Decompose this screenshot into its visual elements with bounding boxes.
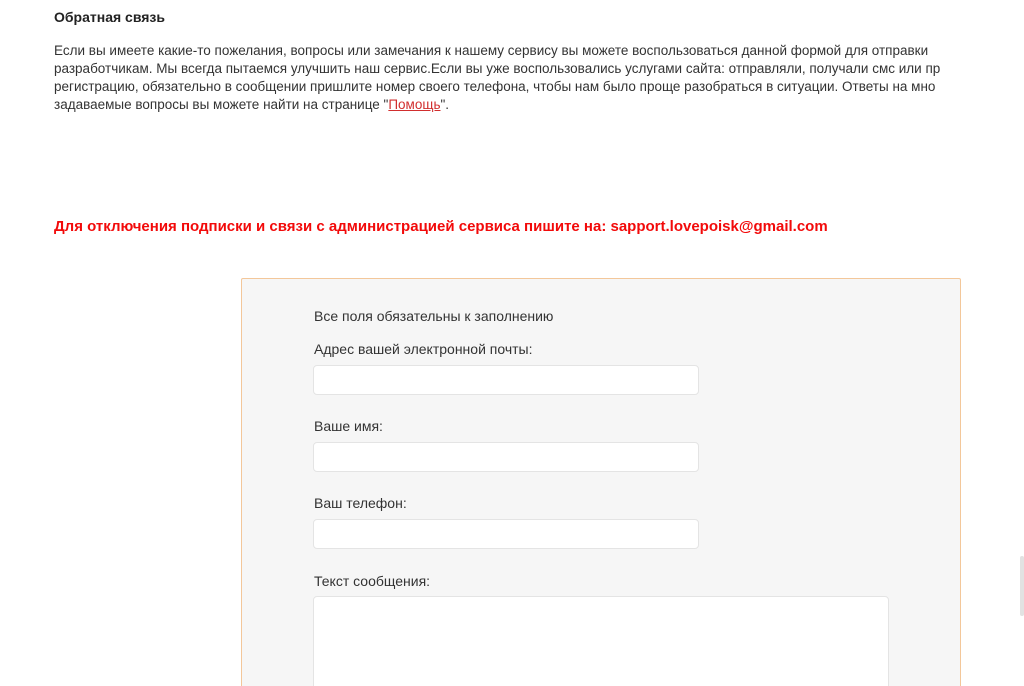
name-label: Ваше имя:	[314, 418, 383, 434]
intro-last-suffix: ".	[440, 97, 450, 112]
message-textarea[interactable]	[313, 596, 889, 686]
intro-line: регистрацию, обязательно в сообщении пришлите номер своего телефона, чтобы нам было проще разобраться в ситуации. Ответы на мно	[54, 79, 936, 94]
unsubscribe-notice: Для отключения подписки и связи с администрацией сервиса пишите на: sapport.lovepoisk@gmail.com	[54, 218, 828, 235]
required-fields-note: Все поля обязательны к заполнению	[314, 308, 554, 324]
email-label: Адрес вашей электронной почты:	[314, 341, 533, 357]
intro-line-last	[54, 96, 940, 114]
help-link[interactable]: Помощь	[388, 97, 441, 112]
scrollbar[interactable]	[1020, 556, 1024, 616]
feedback-form	[241, 278, 961, 686]
intro-line: Если вы имеете какие-то пожелания, вопросы или замечания к нашему сервису вы можете воспользоваться данной формой для отправки	[54, 43, 929, 58]
page-title: Обратная связь	[54, 9, 165, 25]
phone-field[interactable]	[313, 519, 699, 549]
email-field[interactable]	[313, 365, 699, 395]
intro-line: разработчикам. Мы всегда пытаемся улучшить наш сервис.Если вы уже воспользовались услугами сайта: отправляли, получали смс или пр	[54, 61, 941, 76]
phone-label: Ваш телефон:	[314, 495, 407, 511]
intro-last-prefix: задаваемые вопросы вы можете найти на странице "	[54, 97, 389, 112]
intro-text	[54, 42, 940, 114]
name-field[interactable]	[313, 442, 699, 472]
message-label: Текст сообщения:	[314, 573, 431, 589]
